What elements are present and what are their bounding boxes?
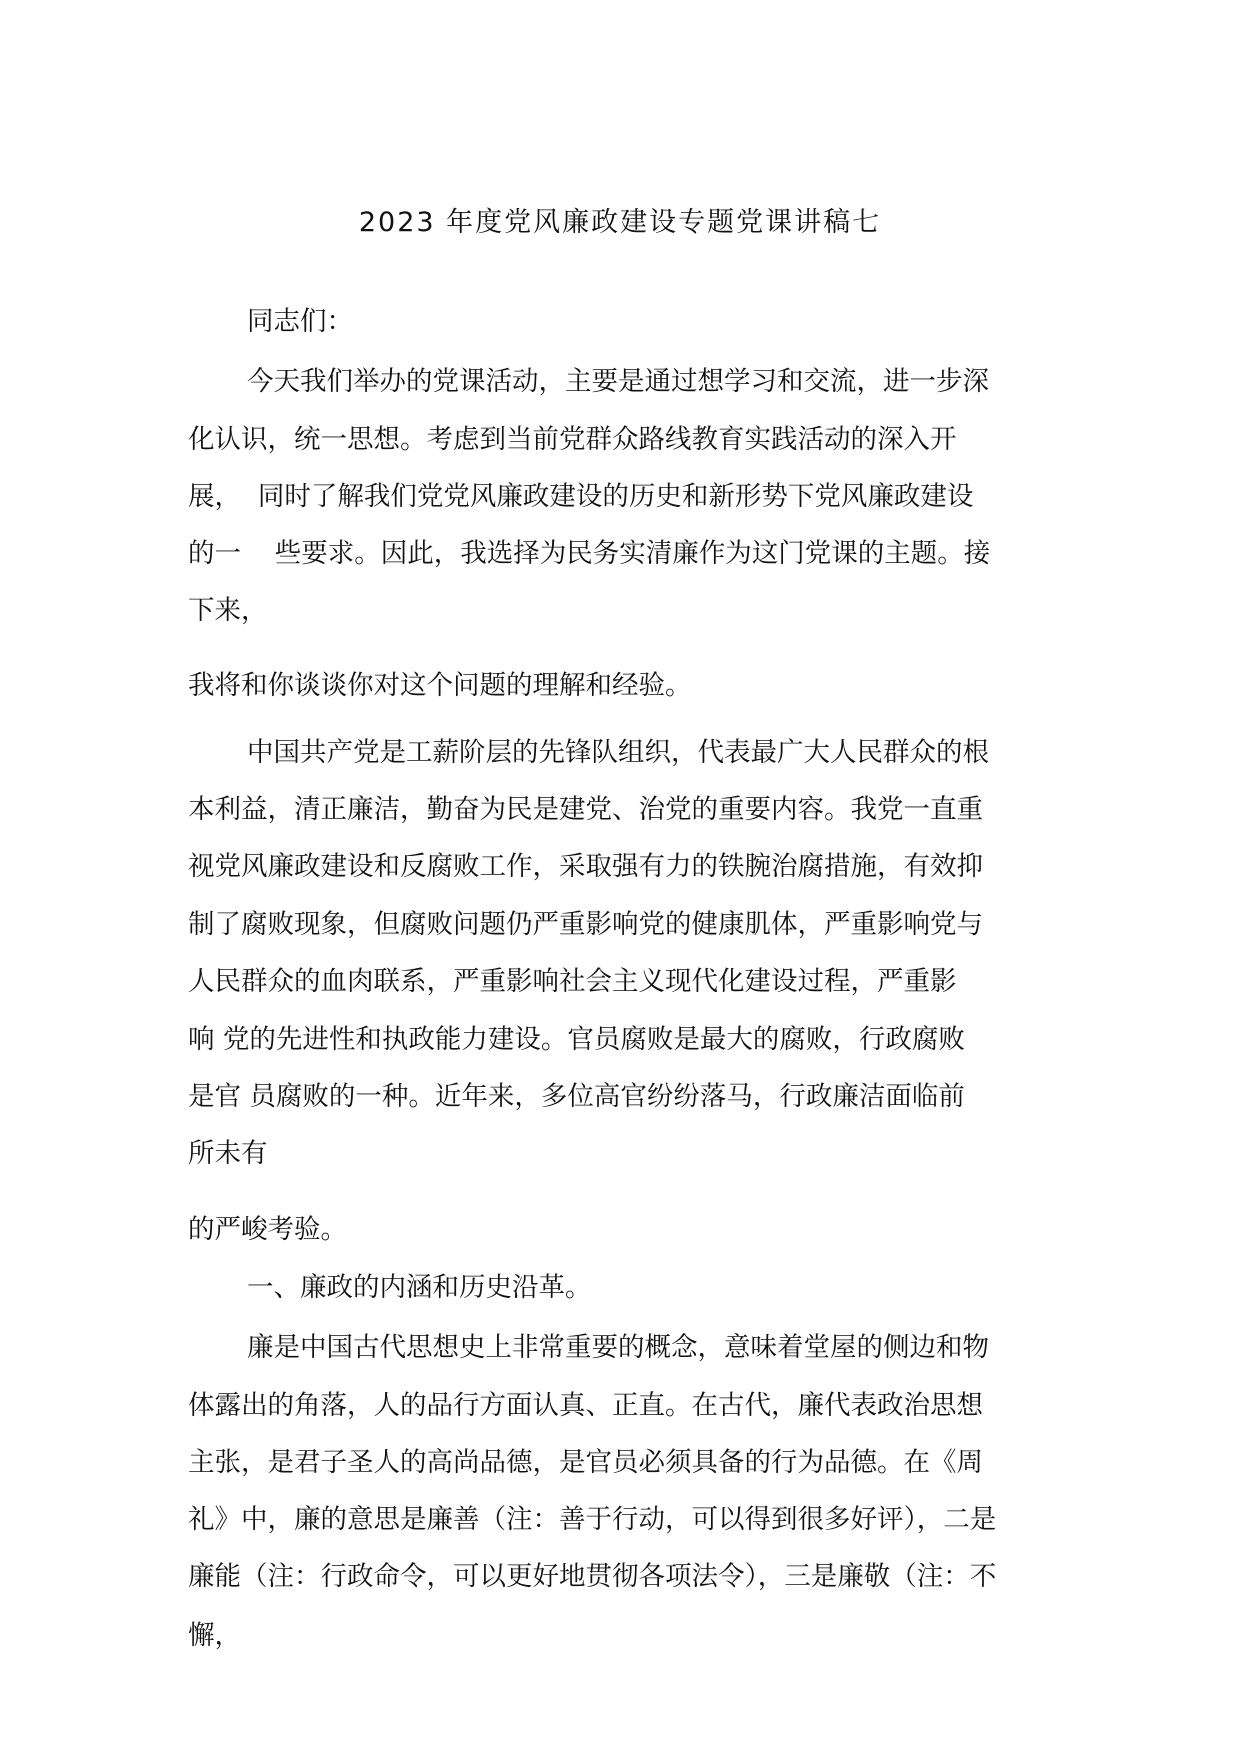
paragraph-line: 本利益，清正廉洁，勤奋为民是建党、治党的重要内容。我党一直重 — [188, 794, 983, 825]
paragraph-line: 的一 些要求。因此，我选择为民务实清廉作为这门党课的主题。接 — [188, 538, 991, 569]
salutation: 同志们： — [247, 306, 353, 337]
paragraph-line: 我将和你谈谈你对这个问题的理解和经验。 — [188, 670, 692, 701]
paragraph-line: 礼》中，廉的意思是廉善（注：善于行动，可以得到很多好评），二是 — [188, 1504, 997, 1535]
paragraph-line: 下来， — [188, 595, 268, 626]
paragraph-line: 所未有 — [188, 1138, 268, 1169]
paragraph-line: 懈， — [188, 1620, 241, 1651]
paragraph-line: 中国共产党是工薪阶层的先锋队组织，代表最广大人民群众的根 — [247, 737, 989, 768]
paragraph-line: 廉是中国古代思想史上非常重要的概念，意味着堂屋的侧边和物 — [247, 1332, 989, 1363]
paragraph-line: 的严峻考验。 — [188, 1214, 347, 1245]
paragraph-line: 响 党的先进性和执政能力建设。官员腐败是最大的腐败，行政腐败 — [188, 1024, 965, 1055]
paragraph-line: 化认识，统一思想。考虑到当前党群众路线教育实践活动的深入开 — [188, 424, 957, 455]
paragraph-line: 主张，是君子圣人的高尚品德，是官员必须具备的行为品德。在《周 — [188, 1447, 983, 1478]
paragraph-line: 人民群众的血肉联系，严重影响社会主义现代化建设过程，严重影 — [188, 966, 957, 997]
section-heading: 一、廉政的内涵和历史沿革。 — [247, 1272, 592, 1303]
paragraph-line: 制了腐败现象，但腐败问题仍严重影响党的健康肌体，严重影响党与 — [188, 909, 983, 940]
paragraph-line: 廉能（注：行政命令，可以更好地贯彻各项法令），三是廉敬（注：不 — [188, 1561, 997, 1592]
paragraph-line: 今天我们举办的党课活动，主要是通过想学习和交流，进一步深 — [247, 366, 989, 397]
paragraph-line: 展， 同时了解我们党党风廉政建设的历史和新形势下党风廉政建设 — [188, 481, 974, 512]
paragraph-line: 是官 员腐败的一种。近年来，多位高官纷纷落马，行政廉洁面临前 — [188, 1081, 965, 1112]
paragraph-line: 体露出的角落，人的品行方面认真、正直。在古代，廉代表政治思想 — [188, 1390, 983, 1421]
paragraph-line: 视党风廉政建设和反腐败工作，采取强有力的铁腕治腐措施，有效抑 — [188, 851, 983, 882]
document-title: 2023 年度党风廉政建设专题党课讲稿七 — [358, 207, 882, 238]
